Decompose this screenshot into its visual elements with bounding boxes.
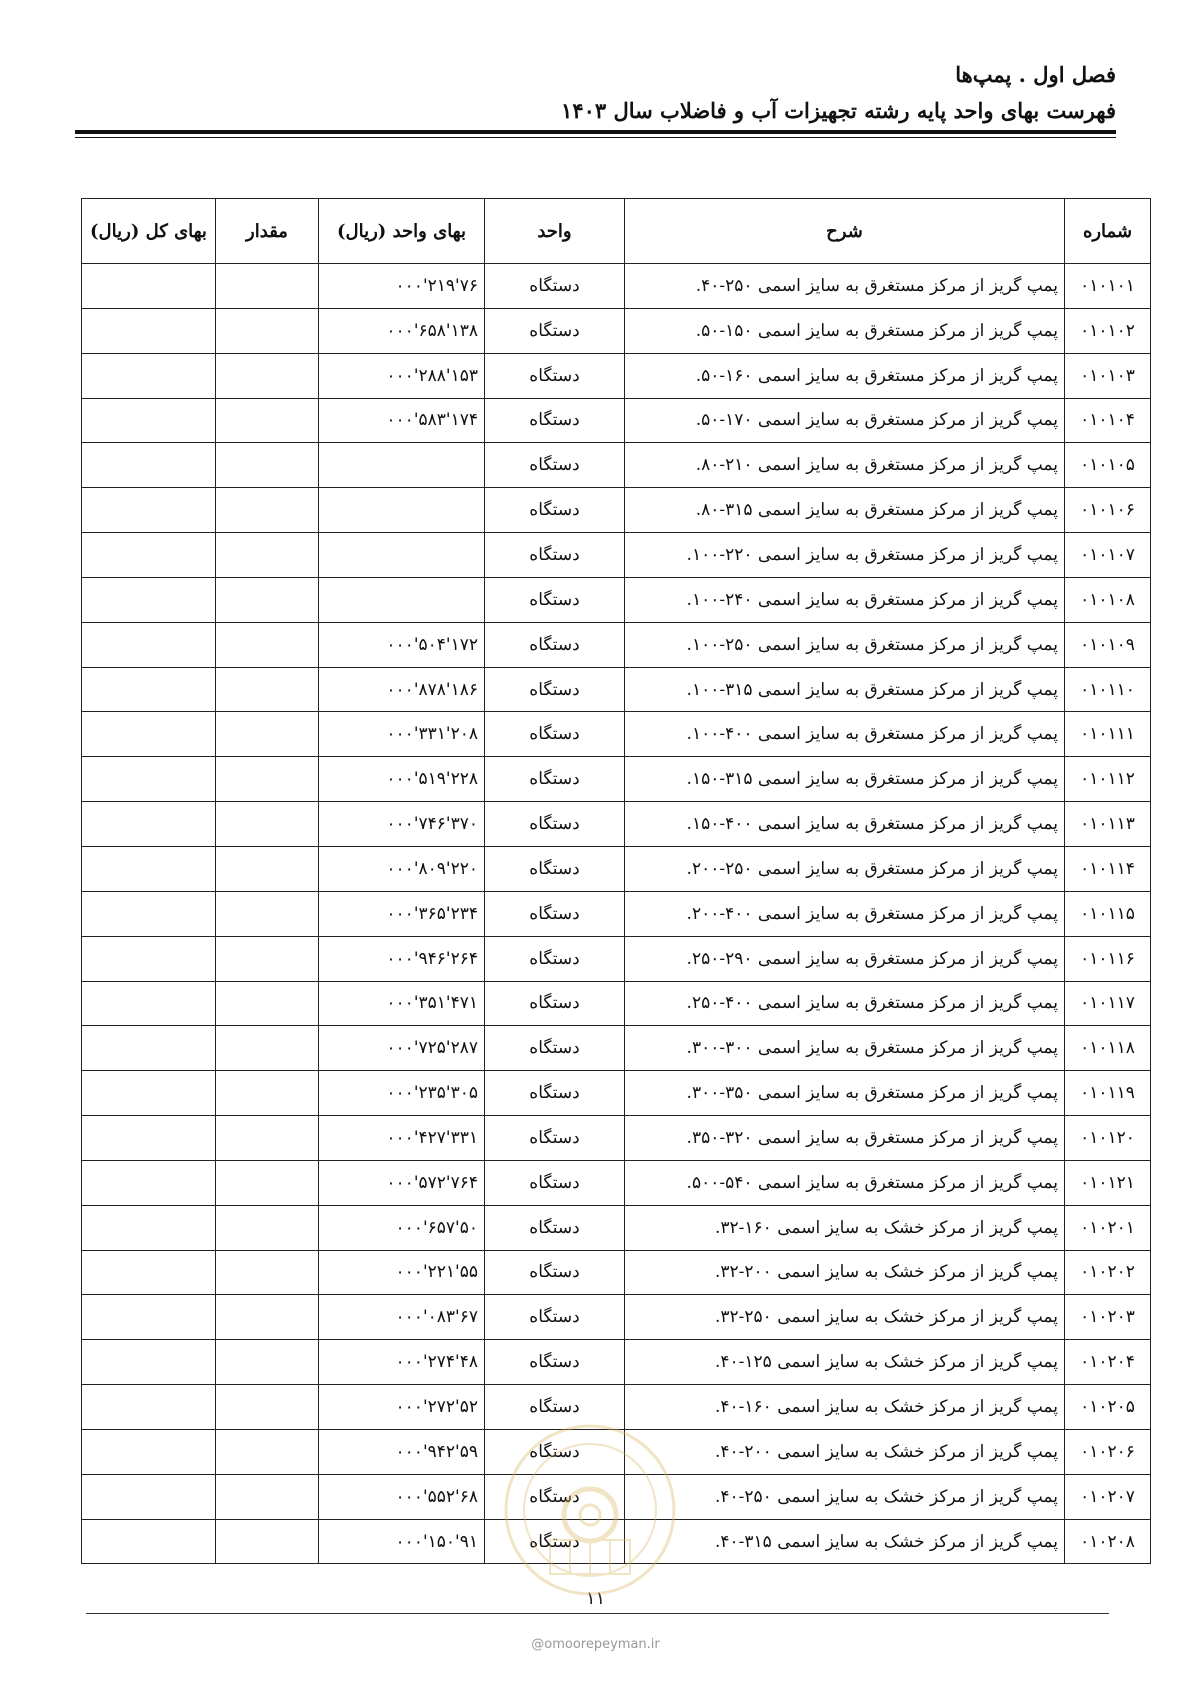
- row-unit: دستگاه: [485, 308, 625, 353]
- row-total-price: [82, 712, 216, 757]
- row-description: پمپ گریز از مرکز مستغرق به سایز اسمی ۳۰۰-۳۰۰.: [625, 1026, 1065, 1071]
- row-unit: دستگاه: [485, 712, 625, 757]
- row-quantity: [216, 577, 319, 622]
- row-unit-price: ۷۶'۲۱۹'۰۰۰: [319, 264, 485, 309]
- table-row: [82, 443, 1151, 488]
- row-total-price: [82, 891, 216, 936]
- table-row: [82, 1385, 1151, 1430]
- row-total-price: [82, 622, 216, 667]
- row-quantity: [216, 981, 319, 1026]
- row-quantity: [216, 622, 319, 667]
- document-title: فهرست بهای واحد پایه رشته تجهیزات آب و فاضلاب سال ۱۴۰۳: [561, 98, 1116, 123]
- website-watermark: @omoorepeyman.ir: [531, 1637, 660, 1652]
- row-code: ۰۱۰۱۰۲: [1065, 308, 1151, 353]
- row-description: پمپ گریز از مرکز مستغرق به سایز اسمی ۲۵۰-۱۰۰.: [625, 622, 1065, 667]
- table-row: [82, 1250, 1151, 1295]
- row-quantity: [216, 398, 319, 443]
- row-quantity: [216, 1250, 319, 1295]
- row-unit-price: ۵۲'۲۷۲'۰۰۰: [319, 1385, 485, 1430]
- table-row: [82, 353, 1151, 398]
- row-unit: دستگاه: [485, 1071, 625, 1116]
- row-quantity: [216, 1429, 319, 1474]
- row-quantity: [216, 443, 319, 488]
- row-unit-price: ۲۲۰'۸۰۹'۰۰۰: [319, 846, 485, 891]
- row-quantity: [216, 488, 319, 533]
- header-code: شماره: [1065, 199, 1151, 264]
- row-unit-price: [319, 577, 485, 622]
- row-description: پمپ گریز از مرکز مستغرق به سایز اسمی ۱۶۰-۵۰.: [625, 353, 1065, 398]
- table-row: [82, 264, 1151, 309]
- row-description: پمپ گریز از مرکز مستغرق به سایز اسمی ۴۰۰-۲۰۰.: [625, 891, 1065, 936]
- row-total-price: [82, 533, 216, 578]
- header-unit: واحد: [485, 199, 625, 264]
- row-unit-price: ۱۳۸'۶۵۸'۰۰۰: [319, 308, 485, 353]
- row-total-price: [82, 1250, 216, 1295]
- table-header-row: [82, 199, 1151, 264]
- row-unit-price: ۱۸۶'۸۷۸'۰۰۰: [319, 667, 485, 712]
- row-code: ۰۱۰۱۰۸: [1065, 577, 1151, 622]
- row-total-price: [82, 577, 216, 622]
- row-quantity: [216, 712, 319, 757]
- table-row: [82, 1160, 1151, 1205]
- row-code: ۰۱۰۱۱۱: [1065, 712, 1151, 757]
- table-row: [82, 1340, 1151, 1385]
- page-header: [75, 60, 1116, 126]
- chapter-title: فصل اول . پمپ‌ها: [955, 62, 1116, 87]
- row-unit-price: [319, 533, 485, 578]
- row-code: ۰۱۰۱۱۵: [1065, 891, 1151, 936]
- row-unit-price: ۱۷۴'۵۸۳'۰۰۰: [319, 398, 485, 443]
- row-unit: دستگاه: [485, 622, 625, 667]
- row-unit-price: ۴۸'۲۷۴'۰۰۰: [319, 1340, 485, 1385]
- row-code: ۰۱۰۱۱۳: [1065, 802, 1151, 847]
- row-code: ۰۱۰۱۰۳: [1065, 353, 1151, 398]
- row-total-price: [82, 398, 216, 443]
- row-code: ۰۱۰۱۰۷: [1065, 533, 1151, 578]
- row-description: پمپ گریز از مرکز خشک به سایز اسمی ۳۱۵-۴۰.: [625, 1519, 1065, 1564]
- row-description: پمپ گریز از مرکز خشک به سایز اسمی ۲۰۰-۳۲.: [625, 1250, 1065, 1295]
- row-quantity: [216, 1474, 319, 1519]
- row-quantity: [216, 757, 319, 802]
- row-quantity: [216, 353, 319, 398]
- row-unit-price: ۵۵'۲۲۱'۰۰۰: [319, 1250, 485, 1295]
- row-total-price: [82, 1160, 216, 1205]
- table-row: [82, 891, 1151, 936]
- row-code: ۰۱۰۱۲۰: [1065, 1116, 1151, 1161]
- footer-rule: [86, 1613, 1109, 1614]
- row-quantity: [216, 1026, 319, 1071]
- row-code: ۰۱۰۱۰۵: [1065, 443, 1151, 488]
- page-number: ۱۱: [585, 1588, 606, 1609]
- row-description: پمپ گریز از مرکز مستغرق به سایز اسمی ۲۵۰-۴۰.: [625, 264, 1065, 309]
- row-description: پمپ گریز از مرکز مستغرق به سایز اسمی ۵۴۰-۵۰۰.: [625, 1160, 1065, 1205]
- row-code: ۰۱۰۲۰۳: [1065, 1295, 1151, 1340]
- row-unit: دستگاه: [485, 1519, 625, 1564]
- row-description: پمپ گریز از مرکز خشک به سایز اسمی ۲۰۰-۴۰.: [625, 1429, 1065, 1474]
- row-total-price: [82, 308, 216, 353]
- row-quantity: [216, 264, 319, 309]
- row-unit-price: ۱۷۲'۵۰۴'۰۰۰: [319, 622, 485, 667]
- row-total-price: [82, 846, 216, 891]
- row-code: ۰۱۰۱۰۴: [1065, 398, 1151, 443]
- row-unit: دستگاه: [485, 981, 625, 1026]
- row-code: ۰۱۰۲۰۲: [1065, 1250, 1151, 1295]
- table-row: [82, 1519, 1151, 1564]
- table-row: [82, 846, 1151, 891]
- row-total-price: [82, 1205, 216, 1250]
- row-description: پمپ گریز از مرکز مستغرق به سایز اسمی ۴۰۰-۲۵۰.: [625, 981, 1065, 1026]
- row-description: پمپ گریز از مرکز مستغرق به سایز اسمی ۳۱۵-۱۰۰.: [625, 667, 1065, 712]
- row-description: پمپ گریز از مرکز خشک به سایز اسمی ۲۵۰-۴۰.: [625, 1474, 1065, 1519]
- row-description: پمپ گریز از مرکز خشک به سایز اسمی ۱۲۵-۴۰.: [625, 1340, 1065, 1385]
- row-unit: دستگاه: [485, 264, 625, 309]
- row-unit-price: [319, 443, 485, 488]
- row-quantity: [216, 308, 319, 353]
- row-unit-price: ۲۲۸'۵۱۹'۰۰۰: [319, 757, 485, 802]
- table-row: [82, 712, 1151, 757]
- row-unit: دستگاه: [485, 1250, 625, 1295]
- table-row: [82, 936, 1151, 981]
- row-unit-price: ۳۳۱'۴۲۷'۰۰۰: [319, 1116, 485, 1161]
- row-unit: دستگاه: [485, 1026, 625, 1071]
- table-row: [82, 398, 1151, 443]
- row-unit: دستگاه: [485, 1160, 625, 1205]
- row-description: پمپ گریز از مرکز مستغرق به سایز اسمی ۲۴۰-۱۰۰.: [625, 577, 1065, 622]
- table-row: [82, 1474, 1151, 1519]
- row-description: پمپ گریز از مرکز مستغرق به سایز اسمی ۲۱۰-۸۰.: [625, 443, 1065, 488]
- row-quantity: [216, 1340, 319, 1385]
- row-unit: دستگاه: [485, 757, 625, 802]
- row-unit: دستگاه: [485, 488, 625, 533]
- row-description: پمپ گریز از مرکز مستغرق به سایز اسمی ۲۲۰-۱۰۰.: [625, 533, 1065, 578]
- row-unit-price: ۶۸'۵۵۲'۰۰۰: [319, 1474, 485, 1519]
- row-unit-price: ۷۶۴'۵۷۲'۰۰۰: [319, 1160, 485, 1205]
- row-total-price: [82, 1116, 216, 1161]
- row-unit-price: ۲۸۷'۷۲۵'۰۰۰: [319, 1026, 485, 1071]
- row-quantity: [216, 1385, 319, 1430]
- table-row: [82, 1205, 1151, 1250]
- row-total-price: [82, 1519, 216, 1564]
- row-code: ۰۱۰۲۰۶: [1065, 1429, 1151, 1474]
- row-total-price: [82, 936, 216, 981]
- row-unit-price: ۳۰۵'۲۳۵'۰۰۰: [319, 1071, 485, 1116]
- row-description: پمپ گریز از مرکز مستغرق به سایز اسمی ۲۵۰-۲۰۰.: [625, 846, 1065, 891]
- row-description: پمپ گریز از مرکز مستغرق به سایز اسمی ۳۲۰-۳۵۰.: [625, 1116, 1065, 1161]
- table-row: [82, 1429, 1151, 1474]
- row-total-price: [82, 264, 216, 309]
- header-rule-thick: [75, 130, 1116, 134]
- row-quantity: [216, 1160, 319, 1205]
- row-code: ۰۱۰۱۰۱: [1065, 264, 1151, 309]
- row-code: ۰۱۰۱۰۹: [1065, 622, 1151, 667]
- header-description: شرح: [625, 199, 1065, 264]
- row-code: ۰۱۰۱۱۰: [1065, 667, 1151, 712]
- table-row: [82, 488, 1151, 533]
- table-row: [82, 1295, 1151, 1340]
- table-row: [82, 622, 1151, 667]
- row-unit: دستگاه: [485, 577, 625, 622]
- row-code: ۰۱۰۱۱۷: [1065, 981, 1151, 1026]
- row-total-price: [82, 1429, 216, 1474]
- row-description: پمپ گریز از مرکز خشک به سایز اسمی ۱۶۰-۴۰.: [625, 1385, 1065, 1430]
- table-row: [82, 577, 1151, 622]
- row-code: ۰۱۰۲۰۷: [1065, 1474, 1151, 1519]
- row-code: ۰۱۰۲۰۸: [1065, 1519, 1151, 1564]
- table-row: [82, 1026, 1151, 1071]
- row-unit-price: ۲۰۸'۳۳۱'۰۰۰: [319, 712, 485, 757]
- row-unit: دستگاه: [485, 846, 625, 891]
- table-row: [82, 533, 1151, 578]
- table-row: [82, 1071, 1151, 1116]
- table-row: [82, 802, 1151, 847]
- row-code: ۰۱۰۱۰۶: [1065, 488, 1151, 533]
- row-quantity: [216, 1295, 319, 1340]
- row-unit: دستگاه: [485, 1429, 625, 1474]
- row-unit-price: ۱۵۳'۲۸۸'۰۰۰: [319, 353, 485, 398]
- row-description: پمپ گریز از مرکز مستغرق به سایز اسمی ۲۹۰-۲۵۰.: [625, 936, 1065, 981]
- row-code: ۰۱۰۲۰۵: [1065, 1385, 1151, 1430]
- row-unit: دستگاه: [485, 667, 625, 712]
- header-rule-thin: [75, 137, 1116, 138]
- row-total-price: [82, 802, 216, 847]
- row-total-price: [82, 981, 216, 1026]
- row-unit: دستگاه: [485, 353, 625, 398]
- table-body: [82, 264, 1151, 1564]
- row-unit-price: ۵۹'۹۴۲'۰۰۰: [319, 1429, 485, 1474]
- row-unit: دستگاه: [485, 398, 625, 443]
- row-quantity: [216, 936, 319, 981]
- row-unit: دستگاه: [485, 802, 625, 847]
- row-unit: دستگاه: [485, 891, 625, 936]
- row-total-price: [82, 1295, 216, 1340]
- row-description: پمپ گریز از مرکز مستغرق به سایز اسمی ۴۰۰-۱۰۰.: [625, 712, 1065, 757]
- header-quantity: مقدار: [216, 199, 319, 264]
- row-quantity: [216, 533, 319, 578]
- row-quantity: [216, 1519, 319, 1564]
- row-total-price: [82, 757, 216, 802]
- table-row: [82, 981, 1151, 1026]
- row-quantity: [216, 1205, 319, 1250]
- row-code: ۰۱۰۱۱۴: [1065, 846, 1151, 891]
- row-quantity: [216, 846, 319, 891]
- header-unit-price: بهای واحد (ریال): [319, 199, 485, 264]
- row-total-price: [82, 1340, 216, 1385]
- row-code: ۰۱۰۱۱۹: [1065, 1071, 1151, 1116]
- row-unit-price: ۴۷۱'۳۵۱'۰۰۰: [319, 981, 485, 1026]
- row-quantity: [216, 891, 319, 936]
- row-unit: دستگاه: [485, 443, 625, 488]
- row-total-price: [82, 667, 216, 712]
- row-code: ۰۱۰۱۲۱: [1065, 1160, 1151, 1205]
- row-unit-price: ۲۶۴'۹۴۶'۰۰۰: [319, 936, 485, 981]
- row-total-price: [82, 443, 216, 488]
- price-list-table: [81, 198, 1151, 1564]
- table-row: [82, 667, 1151, 712]
- row-unit: دستگاه: [485, 1340, 625, 1385]
- row-unit: دستگاه: [485, 936, 625, 981]
- header-total-price: بهای کل (ریال): [82, 199, 216, 264]
- row-code: ۰۱۰۱۱۲: [1065, 757, 1151, 802]
- row-total-price: [82, 1474, 216, 1519]
- row-unit-price: [319, 488, 485, 533]
- row-description: پمپ گریز از مرکز مستغرق به سایز اسمی ۳۱۵-۸۰.: [625, 488, 1065, 533]
- row-quantity: [216, 1116, 319, 1161]
- row-code: ۰۱۰۲۰۱: [1065, 1205, 1151, 1250]
- row-unit: دستگاه: [485, 533, 625, 578]
- row-code: ۰۱۰۲۰۴: [1065, 1340, 1151, 1385]
- row-unit-price: ۲۳۴'۳۶۵'۰۰۰: [319, 891, 485, 936]
- row-quantity: [216, 802, 319, 847]
- row-unit: دستگاه: [485, 1295, 625, 1340]
- row-description: پمپ گریز از مرکز مستغرق به سایز اسمی ۱۵۰-۵۰.: [625, 308, 1065, 353]
- row-description: پمپ گریز از مرکز مستغرق به سایز اسمی ۳۵۰-۳۰۰.: [625, 1071, 1065, 1116]
- row-unit-price: ۶۷'۰۸۳'۰۰۰: [319, 1295, 485, 1340]
- row-description: پمپ گریز از مرکز مستغرق به سایز اسمی ۱۷۰-۵۰.: [625, 398, 1065, 443]
- table-row: [82, 308, 1151, 353]
- row-unit: دستگاه: [485, 1474, 625, 1519]
- row-unit-price: ۳۷۰'۷۴۶'۰۰۰: [319, 802, 485, 847]
- row-code: ۰۱۰۱۱۶: [1065, 936, 1151, 981]
- row-description: پمپ گریز از مرکز مستغرق به سایز اسمی ۳۱۵-۱۵۰.: [625, 757, 1065, 802]
- row-quantity: [216, 667, 319, 712]
- row-total-price: [82, 1385, 216, 1430]
- row-total-price: [82, 353, 216, 398]
- table-row: [82, 757, 1151, 802]
- row-code: ۰۱۰۱۱۸: [1065, 1026, 1151, 1071]
- row-description: پمپ گریز از مرکز مستغرق به سایز اسمی ۴۰۰-۱۵۰.: [625, 802, 1065, 847]
- row-unit: دستگاه: [485, 1116, 625, 1161]
- row-quantity: [216, 1071, 319, 1116]
- row-total-price: [82, 1071, 216, 1116]
- row-total-price: [82, 1026, 216, 1071]
- table-row: [82, 1116, 1151, 1161]
- row-description: پمپ گریز از مرکز خشک به سایز اسمی ۱۶۰-۳۲.: [625, 1205, 1065, 1250]
- row-unit: دستگاه: [485, 1385, 625, 1430]
- row-unit-price: ۹۱'۱۵۰'۰۰۰: [319, 1519, 485, 1564]
- row-unit: دستگاه: [485, 1205, 625, 1250]
- row-unit-price: ۵۰'۶۵۷'۰۰۰: [319, 1205, 485, 1250]
- row-total-price: [82, 488, 216, 533]
- row-description: پمپ گریز از مرکز خشک به سایز اسمی ۲۵۰-۳۲.: [625, 1295, 1065, 1340]
